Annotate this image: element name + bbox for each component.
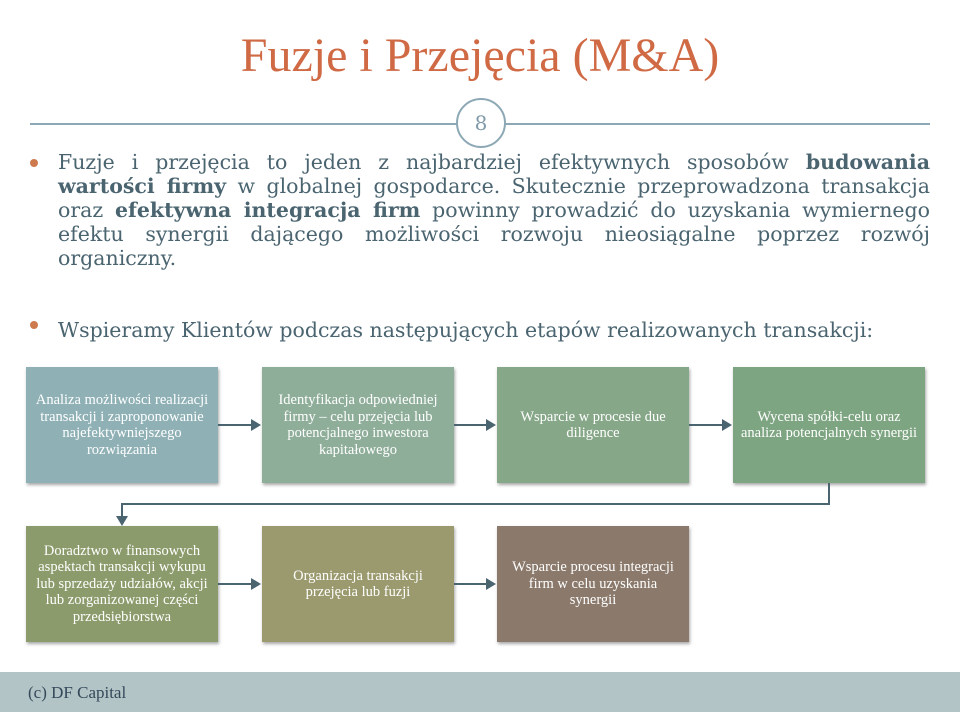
flow-connector	[218, 583, 252, 585]
slide-title: Fuzje i Przejęcia (M&A)	[240, 29, 720, 82]
process-step-due-diligence	[497, 367, 689, 483]
arrow-right-icon	[486, 419, 496, 431]
bullet-marker	[30, 159, 38, 167]
bullet-item	[30, 312, 930, 342]
arrow-down-icon	[116, 516, 128, 526]
bullet-text	[58, 150, 930, 270]
bullet-text-segment: w globalnej gospodarce. Skutecznie przeprowadzona transakcja oraz	[58, 174, 930, 222]
process-step-transaction-organization	[262, 526, 454, 642]
process-step-financial-advisory	[26, 526, 218, 642]
bullet-text-segment: Fuzje i przejęcia to jeden z najbardziej efektywnych sposobów	[58, 150, 806, 174]
flow-connector	[454, 424, 487, 426]
flow-connector	[121, 503, 123, 517]
process-step-integration	[497, 526, 689, 642]
process-step-label: Wsparcie procesu integracji firm w celu uzyskania synergii	[512, 559, 674, 609]
bullet-list	[30, 150, 930, 342]
flow-connector	[689, 424, 723, 426]
process-step-label: Doradztwo w finansowych aspektach transakcji wykupu lub sprzedaży udziałów, akcji lub zorganizowanej części przedsiębiorstwa	[36, 542, 208, 625]
bullet-text-bold-segment: budowania wartości firmy	[58, 150, 930, 198]
flow-connector	[828, 483, 830, 505]
arrow-right-icon	[251, 578, 261, 590]
flow-connector	[454, 583, 487, 585]
process-step-identification	[262, 367, 454, 483]
bullet-text-segment: Wspieramy Klientów podczas następujących etapów realizowanych transakcji:	[58, 318, 874, 342]
bullet-marker	[30, 321, 38, 329]
bullet-text	[58, 318, 930, 342]
arrow-right-icon	[486, 578, 496, 590]
flow-connector	[218, 424, 252, 426]
process-step-label: Organizacja transakcji przejęcia lub fuzji	[293, 567, 423, 600]
arrow-right-icon	[251, 419, 261, 431]
process-step-analysis	[26, 367, 218, 483]
process-step-label: Wycena spółki-celu oraz analiza potencjalnych synergii	[740, 408, 918, 441]
page-number-badge: 8	[456, 98, 506, 148]
bullet-text-bold-segment: efektywna integracja firm	[114, 198, 421, 222]
flow-connector	[121, 503, 830, 505]
process-step-label: Wsparcie w procesie due diligence	[520, 408, 666, 441]
process-step-label: Identyfikacja odpowiedniej firmy – celu przejęcia lub potencjalnego inwestora kapitałowego	[278, 392, 438, 458]
process-step-valuation	[733, 367, 925, 483]
footer-bar	[0, 672, 960, 712]
bullet-text-segment: powinny prowadzić do uzyskania wymiernego efektu synergii dającego możliwości rozwoju nieosiągalne poprzez rozwój organiczny.	[58, 198, 931, 270]
process-step-label: Analiza możliwości realizacji transakcji i zaproponowanie najefektywniejszego rozwiązania	[35, 392, 209, 458]
arrow-right-icon	[722, 419, 732, 431]
bullet-item	[30, 150, 930, 270]
footer-copyright: (c) DF Capital	[28, 683, 127, 702]
